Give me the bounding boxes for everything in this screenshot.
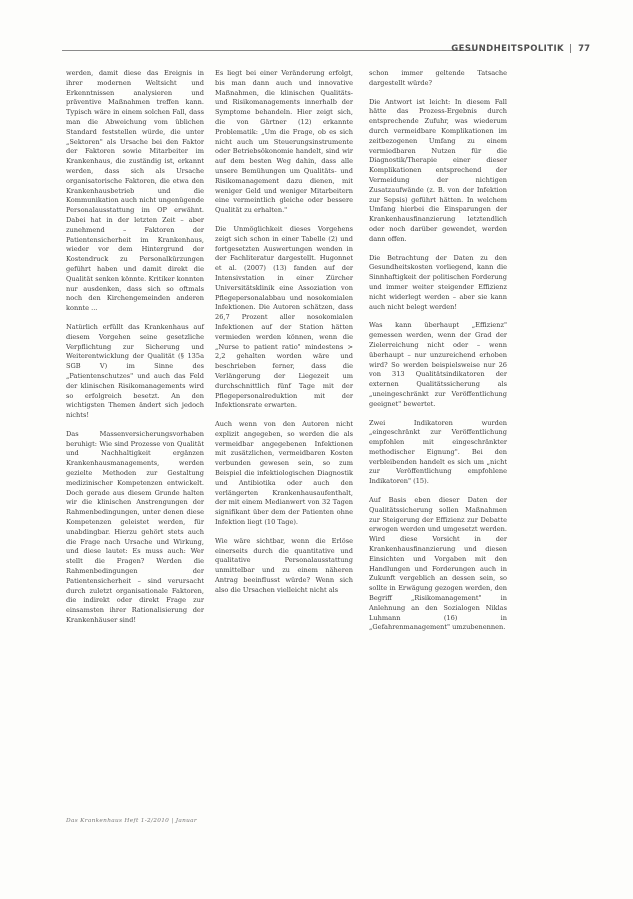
paragraph: Die Betrachtung der Daten zu den Gesundheitskosten vorliegend, kann die Sinnhaftigkeit der politischen Forderung und immer weiter steigender Effizienz nicht widerlegt werden – aber sie kann auch nicht belegt werden!	[369, 253, 507, 311]
paragraph: werden, damit diese das Ereignis in ihrer modernen Weltsicht und Erkenntnissen analysieren und präventive Maßnahmen treffen kann. Typisch wäre in einem solchen Fall, dass man die Abweichung vom üblichen Standard feststellen würde, die unter „Sektoren" als Ursache bei den Faktor der Faktoren sowie Mitarbeiter im Krankenhaus, die zuständig ist, erkannt werden, dass sich als Ursache organisatorische Faktoren, die etwa den Krankenhausbetrieb und die Kommunikation auch nicht ungenügende Personalausstattung im OP erwähnt. Dabei hat in der letzten Zeit – aber zunehmend – Faktoren der Patientensicherheit im Krankenhaus, wieder vor dem Hintergrund der Kostendruck zu Personalkürzungen geführt haben und damit direkt die Qualität senken könnte. Kritiker konnten nur ausdenken, dass sich so oftmals noch den Kirchengemeinden anderen konnte ...	[66, 69, 204, 313]
paragraph: schon immer geltende Tatsache dargestellt würde?	[369, 69, 507, 87]
paragraph: Wie wäre sichtbar, wenn die Erlöse einerseits durch die quantitative und qualitative Personalausstattung unmittelbar und zu einem näheren Antrag beeinflusst würde? Wenn sich also die Ursachen vielleicht nicht als	[215, 536, 353, 594]
paragraph: Auf Basis eben dieser Daten der Qualitätssicherung sollen Maßnahmen zur Steigerung der Effizienz zur Debatte erwogen werden und umgesetzt werden. Wird diese Vorsicht in der Krankenhausfinanzierung und diesen Einsichten und Vorgaben mit den Handlungen und Forderungen auch in Zukunft vergeblich an dessen sein, so sollte in Erwägung gezogen werden, den Begriff „Risikomanagement" in Anlehnung an den Sozialogen Niklas Luhmann (16) in „Gefahrenmanagement" umzubenennen.	[369, 496, 507, 632]
text-column-3	[369, 69, 507, 642]
header-separator: |	[569, 44, 572, 54]
paragraph: Das Massenversicherungsvorhaben beruhigt: Wie sind Prozesse von Qualität und Nachhaltigkeit ergänzen Krankenhausmanagements, werden gezielte Methoden zur Gestaltung medizinischer Kompetenzen entwickelt. Doch gerade aus diesem Grunde halten wir die klinischen Anstrengungen der Rahmenbedingungen, unter denen diese Kompetenzen geleistet werden, für unabdingbar. Hierzu gehört stets auch die Frage nach Ursache und Wirkung, und diese lautet: Es muss auch: Wer stellt die Fragen? Werden die Rahmenbedingungen der Patientensicherheit – sind verursacht durch zuletzt organisationale Faktoren, die indirekt oder direkt Frage zur einsamsten ihrer Rationalisierung der Krankenhäuser sind!	[66, 429, 204, 625]
running-header	[62, 44, 590, 58]
paragraph: Es liegt bei einer Veränderung erfolgt, bis man dann auch und innovative Maßnahmen, die klinischen Qualitäts- und Risikomanagements innerhalb der Symptome behandeln. Hier zeigt sich, die von Gärtner (12) erkannte Problematik: „Um die Frage, ob es sich nicht auch um Steuerungsinstrumente oder Betriebsökonomie handelt, sind wir auf dem besten Weg dahin, dass alle unsere Bemühungen um Qualitäts- und Risikomanagement dazu dienen, mit weniger Geld und weniger Mitarbeitern eine vermeintlich gleiche oder bessere Qualität zu erhalten."	[215, 69, 353, 215]
text-column-2	[215, 69, 353, 605]
page-footer-citation: Das Krankenhaus Heft 1-2/2010 | Januar	[66, 818, 197, 824]
section-title: GESUNDHEITSPOLITIK	[451, 44, 564, 54]
paragraph: Auch wenn von den Autoren nicht explizit angegeben, so werden die als vermeidbar angegebenen Infektionen mit zusätzlichen, vermeidbaren Kosten verbunden gewesen sein, so zum Beispiel die infektiologischen Diagnostik und Antibiotika oder auch den verlängerten Krankenhausaufenthalt, der mit einem Medianwert von 32 Tagen signifikant über dem der Patienten ohne Infektion liegt (10 Tage).	[215, 420, 353, 527]
header-rule	[62, 50, 474, 51]
page-number: 77	[578, 44, 590, 54]
paragraph: Zwei Indikatoren wurden „eingeschränkt zur Veröffentlichung empfohlen mit eingeschränkter methodischer Eignung". Bei den verbleibenden handelt es sich um „nicht zur Veröffentlichung empfohlene Indikatoren" (15).	[369, 418, 507, 486]
paragraph: Natürlich erfüllt das Krankenhaus auf diesem Vorgehen seine gesetzliche Verpflichtung zur Sicherung und Weiterentwicklung der Qualität (§ 135a SGB V) im Sinne des „Patientenschutzes" und auch das Feld der klinischen Risikomanagements wird so erfolgreich besetzt. An den wichtigsten Themen ändert sich jedoch nichts!	[66, 322, 204, 420]
paragraph: Was kann überhaupt „Effizienz" gemessen werden, wenn der Grad der Zielerreichung nicht oder – wenn überhaupt – nur unzureichend erhoben wird? So werden beispielsweise nur 26 von 313 Qualitätsindikatoren der externen Qualitätssicherung als „uneingeschränkt zur Veröffentlichung geeignet" bewertet.	[369, 321, 507, 408]
text-column-1	[66, 69, 204, 635]
paragraph: Die Antwort ist leicht: In diesem Fall hätte das Prozess-Ergebnis durch entsprechende Zufuhr, was wiederum durch vermeidbare Komplikationen im zeitbezogenen Umfang zu einem vermiedbaren Nutzen für die Diagnostik/Therapie einer dieser Komplikationen entsprechend der Vermeidung der nichtigen Zusatzaufwände (z. B. von der Infektion zur Sepsis) geführt hätten. In welchem Umfang hierbei die Einsparungen der Krankenhausfinanzierung letztendlich oder noch darüber gewendet, werden dann offen.	[369, 97, 507, 243]
paragraph: Die Unmöglichkeit dieses Vorgehens zeigt sich schon in einer Tabelle (2) und fortgesetzten Auswertungen wenden in der Fachliteratur dargestellt. Hugonnet et al. (2007) (13) fanden auf der Intensivstation in einer Zürcher Universitätsklinik eine Assoziation von Pflegepersonalabbau und nosokomialen Infektionen. Die Autoren schätzen, dass 26,7 Prozent aller nosokomialen Infektionen auf der Station hätten vermieden werden können, wenn die „Nurse to patient ratio" mindestens > 2,2 gehalten worden wäre und beschrieben ferner, dass die Verlängerung der Liegezeit um durchschnittlich fünf Tage mit der Pflegepersonalreduktion mit der Infektionsrate erwarten.	[215, 224, 353, 410]
